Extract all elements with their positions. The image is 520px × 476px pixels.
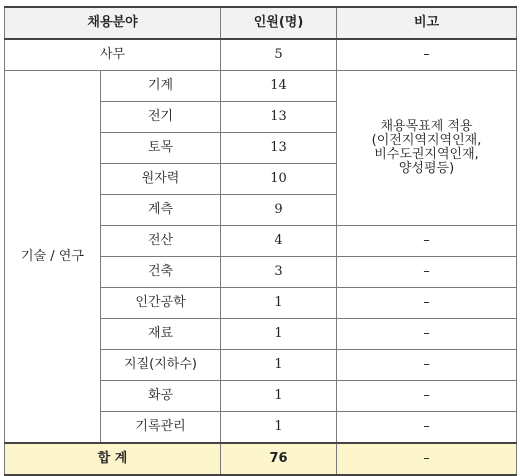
row-label: 건축 bbox=[101, 257, 221, 288]
row-count: 14 bbox=[221, 71, 337, 102]
merged-note-line: 채용목표제 적용 bbox=[380, 119, 473, 134]
table-row-office bbox=[5, 39, 517, 71]
office-count: 5 bbox=[221, 39, 337, 71]
row-note: – bbox=[337, 412, 517, 444]
recruitment-table bbox=[4, 6, 517, 476]
merged-note-line: 비수도권지역인재, bbox=[374, 147, 479, 162]
row-label: 토목 bbox=[101, 133, 221, 164]
header-note: 비고 bbox=[337, 7, 517, 39]
row-count: 3 bbox=[221, 257, 337, 288]
row-label: 재료 bbox=[101, 319, 221, 350]
row-count: 1 bbox=[221, 288, 337, 319]
row-label: 지질(지하수) bbox=[101, 350, 221, 381]
office-note: – bbox=[337, 39, 517, 71]
header-count: 인원(명) bbox=[221, 7, 337, 39]
row-count: 4 bbox=[221, 226, 337, 257]
table-row bbox=[5, 71, 517, 102]
row-label: 전산 bbox=[101, 226, 221, 257]
row-note: – bbox=[337, 350, 517, 381]
row-label: 인간공학 bbox=[101, 288, 221, 319]
merged-note bbox=[337, 71, 517, 226]
row-count: 1 bbox=[221, 412, 337, 444]
total-note: – bbox=[337, 443, 517, 475]
row-label: 원자력 bbox=[101, 164, 221, 195]
total-row bbox=[5, 443, 517, 475]
row-label: 기계 bbox=[101, 71, 221, 102]
office-label: 사무 bbox=[5, 39, 221, 71]
row-count: 1 bbox=[221, 381, 337, 412]
tech-group-label: 기술 / 연구 bbox=[5, 71, 101, 444]
row-label: 계측 bbox=[101, 195, 221, 226]
header-field: 채용분야 bbox=[5, 7, 221, 39]
row-note: – bbox=[337, 257, 517, 288]
table-header-row bbox=[5, 7, 517, 39]
row-note: – bbox=[337, 319, 517, 350]
row-count: 13 bbox=[221, 102, 337, 133]
row-count: 1 bbox=[221, 350, 337, 381]
row-label: 기록관리 bbox=[101, 412, 221, 444]
row-count: 1 bbox=[221, 319, 337, 350]
row-count: 13 bbox=[221, 133, 337, 164]
merged-note-line: (이전지역지역인재, bbox=[371, 133, 482, 148]
merged-note-line: 양성평등) bbox=[398, 161, 455, 176]
row-note: – bbox=[337, 288, 517, 319]
row-note: – bbox=[337, 381, 517, 412]
row-label: 화공 bbox=[101, 381, 221, 412]
row-count: 10 bbox=[221, 164, 337, 195]
row-count: 9 bbox=[221, 195, 337, 226]
row-note: – bbox=[337, 226, 517, 257]
row-label: 전기 bbox=[101, 102, 221, 133]
total-label: 합 계 bbox=[5, 443, 221, 475]
total-count: 76 bbox=[221, 443, 337, 475]
